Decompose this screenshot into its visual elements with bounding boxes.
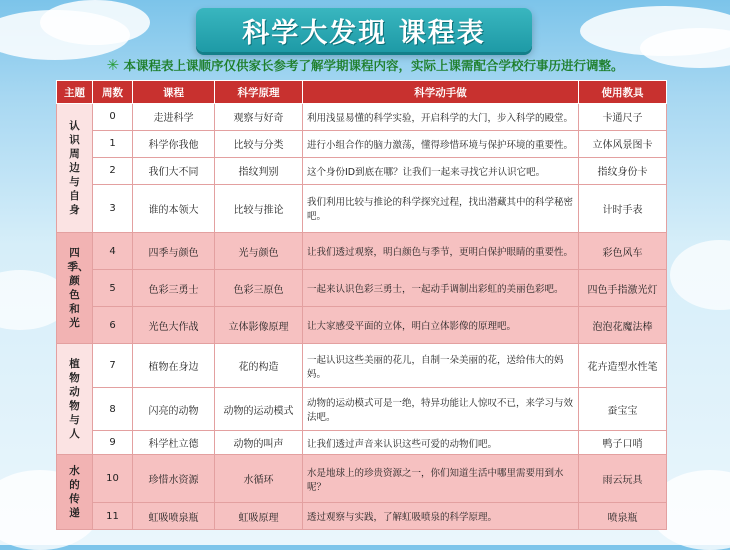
title-banner bbox=[196, 8, 532, 52]
header-materials: 使用教具 bbox=[579, 81, 667, 104]
activity-cell: 让我们透过观察，明白颜色与季节，更明白保护眼睛的重要性。 bbox=[303, 233, 579, 270]
week-cell: 4 bbox=[93, 233, 133, 270]
table-row bbox=[57, 503, 667, 530]
principle-cell: 比较与推论 bbox=[215, 184, 303, 233]
cloud-decoration bbox=[40, 0, 150, 45]
notice-text bbox=[0, 56, 730, 74]
materials-cell: 立体风景图卡 bbox=[579, 130, 667, 157]
table-row bbox=[57, 344, 667, 388]
course-cell: 虹吸喷泉瓶 bbox=[133, 503, 215, 530]
activity-cell: 利用浅显易懂的科学实验，开启科学的大门，步入科学的殿堂。 bbox=[303, 104, 579, 131]
materials-cell: 计时手表 bbox=[579, 184, 667, 233]
materials-cell: 鸭子口哨 bbox=[579, 431, 667, 455]
week-cell: 0 bbox=[93, 104, 133, 131]
header-activity: 科学动手做 bbox=[303, 81, 579, 104]
activity-cell: 动物的运动模式可是一绝，特异功能让人惊叹不已，来学习与效法吧。 bbox=[303, 387, 579, 431]
table-row bbox=[57, 184, 667, 233]
principle-cell: 光与颜色 bbox=[215, 233, 303, 270]
materials-cell: 蚕宝宝 bbox=[579, 387, 667, 431]
course-cell: 走进科学 bbox=[133, 104, 215, 131]
theme-cell bbox=[57, 455, 93, 530]
theme-cell bbox=[57, 344, 93, 455]
materials-cell: 卡通尺子 bbox=[579, 104, 667, 131]
theme-label: 四季、颜色和光 bbox=[67, 247, 89, 330]
principle-cell: 动物的叫声 bbox=[215, 431, 303, 455]
header-course: 课程 bbox=[133, 81, 215, 104]
principle-cell: 虹吸原理 bbox=[215, 503, 303, 530]
table-row bbox=[57, 104, 667, 131]
principle-cell: 花的构造 bbox=[215, 344, 303, 388]
week-cell: 3 bbox=[93, 184, 133, 233]
theme-cell bbox=[57, 104, 93, 233]
activity-cell: 让我们透过声音来认识这些可爱的动物们吧。 bbox=[303, 431, 579, 455]
principle-cell: 指纹判别 bbox=[215, 157, 303, 184]
week-cell: 11 bbox=[93, 503, 133, 530]
course-cell: 闪亮的动物 bbox=[133, 387, 215, 431]
materials-cell: 花卉造型水性笔 bbox=[579, 344, 667, 388]
course-cell: 谁的本领大 bbox=[133, 184, 215, 233]
table-row bbox=[57, 387, 667, 431]
week-cell: 7 bbox=[93, 344, 133, 388]
table-row bbox=[57, 307, 667, 344]
materials-cell: 喷泉瓶 bbox=[579, 503, 667, 530]
materials-cell: 彩色风车 bbox=[579, 233, 667, 270]
week-cell: 9 bbox=[93, 431, 133, 455]
activity-cell: 我们利用比较与推论的科学探究过程，找出潜藏其中的科学秘密吧。 bbox=[303, 184, 579, 233]
course-cell: 色彩三勇士 bbox=[133, 270, 215, 307]
principle-cell: 色彩三原色 bbox=[215, 270, 303, 307]
page-title: 科学大发现 课程表 bbox=[242, 17, 486, 49]
theme-cell bbox=[57, 233, 93, 344]
week-cell: 6 bbox=[93, 307, 133, 344]
principle-cell: 水循环 bbox=[215, 455, 303, 503]
principle-cell: 比较与分类 bbox=[215, 130, 303, 157]
course-cell: 四季与颜色 bbox=[133, 233, 215, 270]
materials-cell: 泡泡花魔法棒 bbox=[579, 307, 667, 344]
week-cell: 5 bbox=[93, 270, 133, 307]
asterisk-icon: ✳ bbox=[106, 56, 120, 74]
table-row bbox=[57, 270, 667, 307]
table-row bbox=[57, 431, 667, 455]
course-cell: 珍惜水资源 bbox=[133, 455, 215, 503]
course-cell: 我们大不同 bbox=[133, 157, 215, 184]
week-cell: 1 bbox=[93, 130, 133, 157]
materials-cell: 四色手指激光灯 bbox=[579, 270, 667, 307]
course-cell: 光色大作战 bbox=[133, 307, 215, 344]
week-cell: 10 bbox=[93, 455, 133, 503]
week-cell: 2 bbox=[93, 157, 133, 184]
principle-cell: 动物的运动模式 bbox=[215, 387, 303, 431]
week-cell: 8 bbox=[93, 387, 133, 431]
notice-label: 本课程表上课顺序仅供家长参考了解学期课程内容，实际上课需配合学校行事历进行调整。 bbox=[123, 58, 624, 73]
header-theme: 主题 bbox=[57, 81, 93, 104]
activity-cell: 进行小组合作的脑力激荡，懂得珍惜环境与保护环境的重要性。 bbox=[303, 130, 579, 157]
cloud-decoration bbox=[670, 240, 730, 310]
header-principle: 科学原理 bbox=[215, 81, 303, 104]
header-week: 周数 bbox=[93, 81, 133, 104]
activity-cell: 这个身份ID到底在哪？让我们一起来寻找它并认识它吧。 bbox=[303, 157, 579, 184]
course-cell: 科学杜立德 bbox=[133, 431, 215, 455]
table-row bbox=[57, 130, 667, 157]
activity-cell: 一起来认识色彩三勇士，一起动手调制出彩虹的美丽色彩吧。 bbox=[303, 270, 579, 307]
principle-cell: 观察与好奇 bbox=[215, 104, 303, 131]
table-row bbox=[57, 157, 667, 184]
schedule-table bbox=[56, 80, 667, 530]
course-cell: 植物在身边 bbox=[133, 344, 215, 388]
activity-cell: 一起认识这些美丽的花儿，自制一朵美丽的花，送给伟大的妈妈。 bbox=[303, 344, 579, 388]
table-header-row bbox=[57, 81, 667, 104]
theme-label: 认识周边与自身 bbox=[69, 120, 80, 217]
activity-cell: 透过观察与实践，了解虹吸喷泉的科学原理。 bbox=[303, 503, 579, 530]
activity-cell: 水是地球上的珍贵资源之一，你们知道生活中哪里需要用到水呢？ bbox=[303, 455, 579, 503]
table-row bbox=[57, 455, 667, 503]
principle-cell: 立体影像原理 bbox=[215, 307, 303, 344]
table-row bbox=[57, 233, 667, 270]
activity-cell: 让大家感受平面的立体，明白立体影像的原理吧。 bbox=[303, 307, 579, 344]
theme-label: 水的传递 bbox=[69, 465, 80, 520]
course-cell: 科学你我他 bbox=[133, 130, 215, 157]
theme-label: 植物动物与人 bbox=[69, 358, 80, 441]
materials-cell: 雨云玩具 bbox=[579, 455, 667, 503]
materials-cell: 指纹身份卡 bbox=[579, 157, 667, 184]
